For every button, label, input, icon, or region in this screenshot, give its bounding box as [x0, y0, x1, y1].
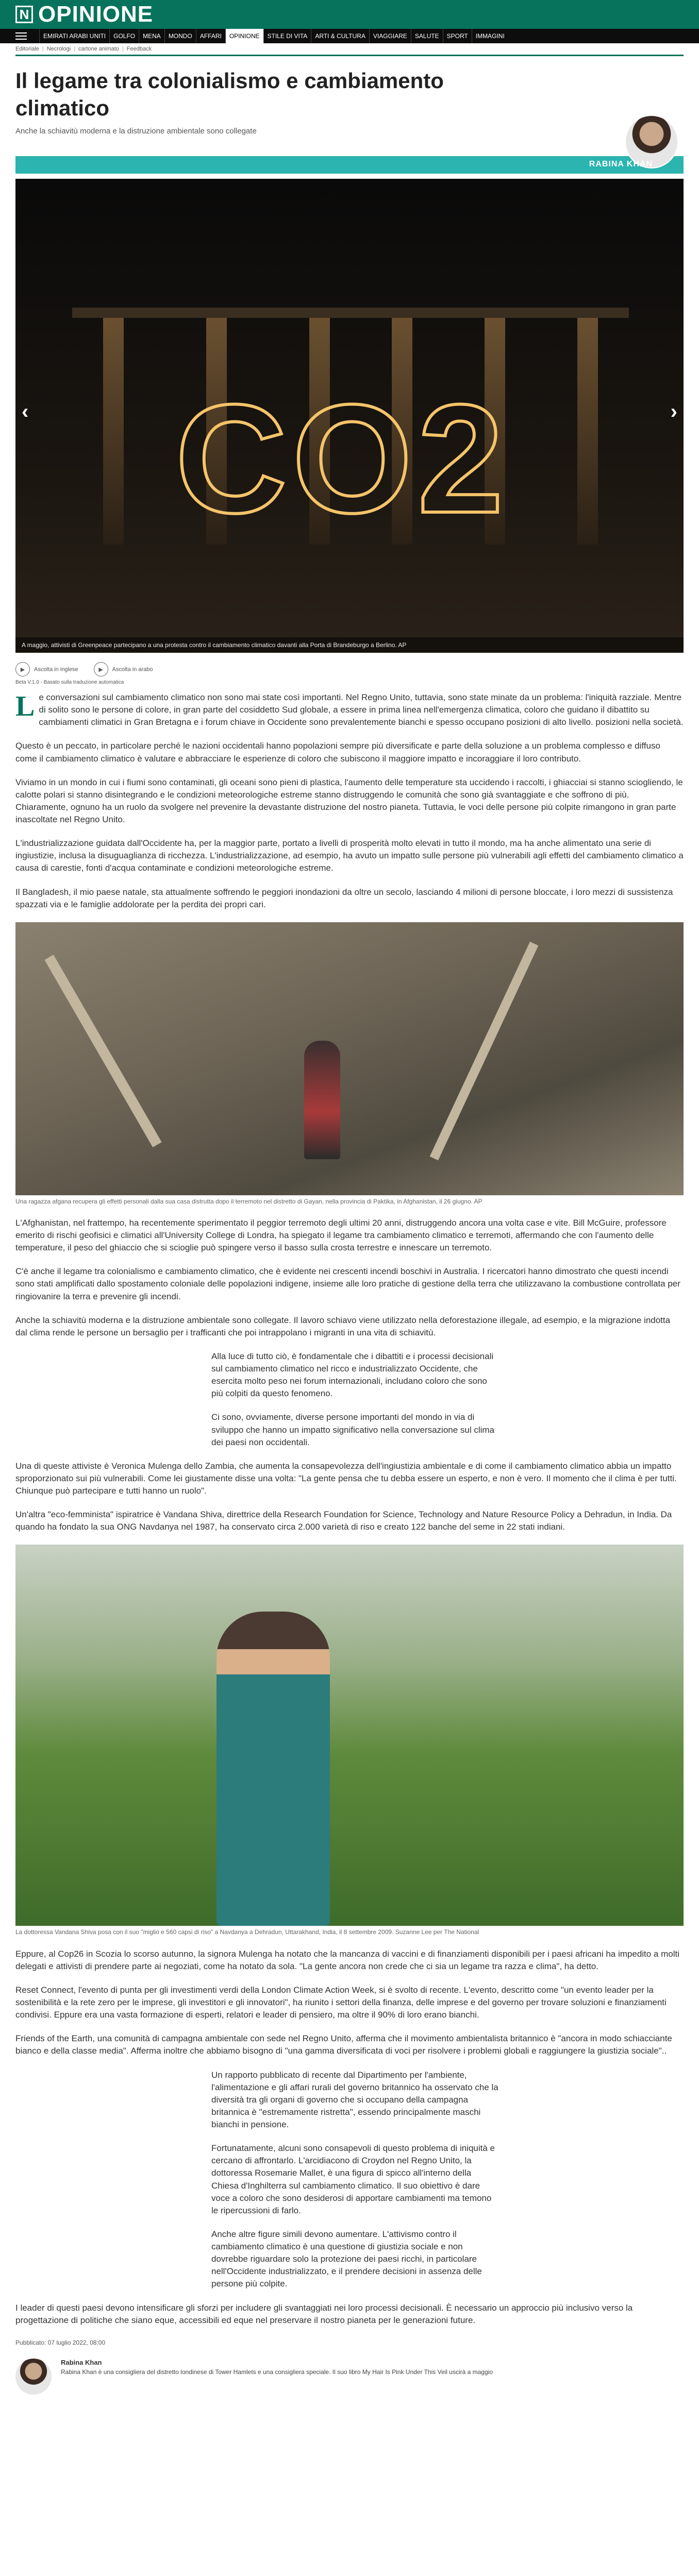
pull-paragraph: Un rapporto pubblicato di recente dal Dipartimento per l'ambiente, l'alimentazione e gli affari rurali del governo britannico ha osservato che la diversità tra gli organi di governo che si occupano della campagna britannica è "estremamente ristretta", essendo principalmente maschi bianchi in pensione.	[211, 2070, 498, 2129]
paragraph: Reset Connect, l'evento di punta per gli investimenti verdi della London Climate Action Week, si è svolto di recente. L'evento, descritto come "un evento leader per la sostenibilità e la rete zero per le imprese, gli investitori e gli innovatori", ha riunito i settori della finanza, delle imprese e del governo per trovare soluzioni e finanziamenti condivisi. Eppure era una vasta formazione di esperti, relatori e leader di pensiero, ma oltre il 90% di loro erano bianchi.	[15, 1985, 667, 2020]
drop-cap: L	[15, 690, 35, 722]
listen-english-button[interactable]: ▶ Ascolta in inglese	[15, 662, 78, 676]
paragraph: C'è anche il legame tra colonialismo e cambiamento climatico, che è evidente nei crescenti incendi boschivi in Australia. I ricercatori hanno dimostrato che questi incendi sono stati amplificati dallo spostamento coloniale delle popolazioni indigene, insieme alle loro pratiche di gestione della terra che utilizzavano la combustione controllata per ringiovanire la terra e prevenire gli incendi.	[15, 1266, 680, 1301]
co2-lights: CO2	[175, 372, 509, 545]
sub-nav	[0, 43, 699, 55]
play-icon: ▶	[15, 662, 30, 676]
section-title[interactable]: OPINIONE	[38, 2, 154, 27]
earthquake-photo	[15, 922, 684, 1195]
site-logo[interactable]: N	[15, 6, 33, 23]
main-nav	[0, 29, 699, 43]
pull-paragraph: Anche altre figure simili devono aumentare. L'attivismo contro il cambiamento climatico è una questione di giustizia sociale e non dovrebbe riguardare solo la protezione dei paesi ricchi, in particolare nell'Occidente industrializzato, e il prendere decisioni in assenza delle persone più colpite.	[211, 2229, 482, 2289]
pull-paragraph: Alla luce di tutto ciò, è fondamentale che i dibattiti e i processi decisionali sul cambiamento climatico nel ricco e industrializzato Occidente, che esercita molto peso nei forum internazionali, includano coloro che sono più colpiti da questo fenomeno.	[211, 1351, 494, 1399]
nav-item-affari[interactable]: AFFARI	[196, 29, 225, 43]
nav-item-golfo[interactable]: GOLFO	[109, 29, 139, 43]
author-bar	[15, 156, 684, 174]
girl-figure	[304, 1041, 340, 1159]
paragraph: Questo è un peccato, in particolare perché le nazioni occidentali hanno popolazioni sempre più diversificate e parte della soluzione a un problema complesso e diffuso come il cambiamento climatico è valutare e abbracciare le esperienze di coloro che subiscono il maggiore impatto e incoraggiare il loro contributo.	[15, 741, 660, 764]
chevron-left-icon[interactable]: ‹	[22, 400, 29, 423]
nav-item-arti[interactable]: ARTI & CULTURA	[311, 29, 369, 43]
bio-author-name[interactable]: Rabina Khan	[61, 2358, 102, 2366]
audio-player	[15, 662, 684, 676]
pull-paragraph: Fortunatamente, alcuni sono consapevoli di questo problema di iniquità e cercano di affrontarlo. L'arcidiacono di Croydon nel Regno Unito, la dottoressa Rosemarie Mallet, è una figura di spicco all'interno della Chiesa d'Inghilterra sul cambiamento climatico. Il suo obiettivo è dare voce a coloro che sono desiderosi di apportare cambiamenti ma temono le ripercussioni di farlo.	[211, 2143, 495, 2215]
divider: |	[122, 46, 124, 52]
pull-paragraph: Ci sono, ovviamente, diverse persone importanti del mondo in via di sviluppo che hanno un impatto significativo nella conversazione sul clima dei paesi non occidentali.	[211, 1412, 495, 1447]
paragraph: L'Afghanistan, nel frattempo, ha recentemente sperimentato il peggior terremoto degli ultimi 20 anni, distruggendo ancora una volta case e vite. Bill McGuire, professore emerito di rischi geofisici e climatici all'University College di Londra, ha spiegato il legame tra cambiamento climatico e terremoti, affermando che con l'aumento delle temperature, il peso del ghiaccio che si scioglie può spingere verso il basso sulla crosta terrestre e innescare un terremoto.	[15, 1217, 667, 1253]
divider: |	[74, 46, 76, 52]
paragraph: Eppure, al Cop26 in Scozia lo scorso autunno, la signora Mulenga ha notato che la mancanza di vaccini e di finanziamenti disponibili per i paesi africani ha impedito a molti delegati e attivisti di prendere parte ai negoziati, come ha notato da sola. "La gente ancora non crede che ci sia un legame tra razza e clima", ha detto.	[15, 1948, 680, 1971]
menu-icon[interactable]	[15, 29, 39, 43]
paragraph: L'industrializzazione guidata dall'Occidente ha, per la maggior parte, portato a livelli di prosperità molto elevati in tutto il mondo, ma ha anche alimentato una serie di ingiustizie, inclusa la disuguaglianza di ricchezza. L'industrializzazione, ad esempio, ha avuto un impatto sulle persone più vulnerabili agli effetti del cambiamento climatico a causa di carestie, fonti d'acqua contaminate e condizioni meteorologiche estreme.	[15, 838, 684, 873]
masthead	[0, 0, 699, 29]
paragraph: Anche la schiavitù moderna e la distruzione ambientale sono collegate. Il lavoro schiavo viene utilizzato nella deforestazione illegale, ad esempio, e la migrazione indotta dal clima rende le persone un bersaglio per i trafficanti che poi intrappolano i migranti in una vita di schiavitù.	[15, 1315, 671, 1337]
subnav-necrologi[interactable]: Necrologi	[46, 46, 71, 52]
author-avatar	[15, 2359, 52, 2395]
divider	[15, 55, 684, 56]
subnav-cartone[interactable]: cartone animato	[78, 46, 119, 52]
nav-item-viaggiare[interactable]: VIAGGIARE	[369, 29, 411, 43]
article-subtitle: Anche la schiavitù moderna e la distruzione ambientale sono collegate	[15, 127, 257, 135]
published-date: Pubblicato: 07 luglio 2022, 08:00	[15, 2338, 106, 2346]
listen-arabic-button[interactable]: ▶ Ascolta in arabo	[94, 662, 153, 676]
article	[0, 67, 699, 2395]
subnav-feedback[interactable]: Feedback	[126, 46, 152, 52]
image-caption: Una ragazza afgana recupera gli effetti personali dalla sua casa distrutta dopo il terremoto nel distretto di Gayan, nella provincia di Paktika, in Afghanistan, il 26 giugno. AP	[15, 1197, 482, 1205]
divider: |	[42, 46, 44, 52]
paragraph: Viviamo in un mondo in cui i fiumi sono contaminati, gli oceani sono pieni di plastica, l'aumento delle temperature sta uccidendo i raccolti, i ghiacciai si stanno sciogliendo, le calotte polari si stanno disintegrando e le condizioni meteorologiche estreme stanno distruggendo le comunità che sono già svantaggiate e che soffrono di più. Chiaramente, ognuno ha un ruolo da svolgere nel prevenire la devastante distruzione del nostro pianeta. Tuttavia, le voci delle persone più colpite rimangono in gran parte inascoltate nel Regno Unito.	[15, 777, 683, 824]
nav-item-mena[interactable]: MENA	[139, 29, 164, 43]
paragraph: Una di queste attiviste è Veronica Mulenga dello Zambia, che aumenta la consapevolezza dell'ingiustizia ambientale e di come il cambiamento climatico abbia un impatto sproporzionato sui più vulnerabili. Come lei giustamente disse una volta: "La gente pensa che tu debba essere un esperto, e non è vero. Il momento che il clima è per tutti. Chiunque può partecipare e tutti hanno un ruolo".	[15, 1461, 677, 1496]
author-name[interactable]: RABINA KHAN	[589, 160, 653, 168]
paragraph: I leader di questi paesi devono intensificare gli sforzi per includere gli svantaggiati nei loro processi decisionali. È necessario un approccio più inclusivo verso la progettazione di politiche che siano eque, accessibili ed eque nel preservare il nostro pianeta per le generazioni future.	[15, 2302, 633, 2325]
nav-item-stile[interactable]: STILE DI VITA	[263, 29, 311, 43]
nav-item-opinione[interactable]: OPINIONE	[225, 29, 263, 43]
nav-item-salute[interactable]: SALUTE	[411, 29, 443, 43]
paragraph: Friends of the Earth, una comunità di campagna ambientale con sede nel Regno Unito, afferma che il movimento ambientalista britannico è "ancora in modo schiacciante bianco e della classe media". Afferma inoltre che abbiamo bisogno di "una gamma diversificata di voci per risolvere i problemi globali e raggiungere la giustizia sociale"..	[15, 2033, 672, 2056]
paragraph: Le conversazioni sul cambiamento climatico non sono mai state così importanti. Nel Regno Unito, tuttavia, sono state minate da un problema: l'iniquità razziale. Mentre di solito sono le persone di colore, in gran parte del cosiddetto Sud globale, a essere in prima linea nell'emergenza climatica, coloro che guidano il dibattito su cambiamenti climatici in Gran Bretagna e i forum chiave in Occidente sono prevalentemente bianchi e spesso occupano posizioni di alto livello. posizioni nella società.	[15, 690, 684, 727]
bio-text: Rabina Khan è una consigliera del distretto londinese di Tower Hamlets e una consigliera speciale. Il suo libro My Hair Is Pink Under This Veil uscirà a maggio	[61, 2368, 493, 2376]
chevron-right-icon[interactable]: ›	[670, 400, 677, 423]
image-caption: La dottoressa Vandana Shiva posa con il suo "miglio e 560 capsi di riso" a Navdanya a Dehradun, Uttarakhand, India, il 8 settembre 2009. Suzanne Lee per The National	[15, 1928, 479, 1936]
nav-item-emirati[interactable]: EMIRATI ARABI UNITI	[39, 29, 109, 43]
person-figure	[217, 1612, 330, 1926]
paragraph: Un'altra "eco-femminista" ispiratrice è Vandana Shiva, direttrice della Research Foundation for Science, Technology and Nature Resource Policy a Dehradun, in India. Da quando ha fondato la sua ONG Navdanya nel 1987, ha conservato circa 2.000 varietà di riso e creato 122 banche del seme in 22 stati indiani.	[15, 1510, 672, 1532]
nav-item-immagini[interactable]: IMMAGINI	[472, 29, 508, 43]
article-title: Il legame tra colonialismo e cambiamento climatico	[15, 69, 444, 120]
paragraph: Il Bangladesh, il mio paese natale, sta attualmente soffrendo le peggiori inondazioni da oltre un secolo, lasciando 4 milioni di persone bloccate, i loro mezzi di sussistenza spazzati via e le famiglie addolorate per la perdita dei propri cari.	[15, 887, 673, 909]
nav-item-sport[interactable]: SPORT	[443, 29, 472, 43]
subnav-editoriale[interactable]: Editoriale	[15, 46, 39, 52]
audio-note: Beta V.1.0 - Basato sulla traduzione automatica	[15, 680, 124, 685]
nav-item-mondo[interactable]: MONDO	[164, 29, 196, 43]
image-caption: A maggio, attivisti di Greenpeace partecipano a una protesta contro il cambiamento climatico davanti alla Porta di Brandeburgo a Berlino. AP	[15, 637, 684, 653]
vandana-shiva-photo	[15, 1545, 684, 1926]
hero-image	[15, 179, 684, 653]
author-bio	[15, 2359, 684, 2395]
play-icon: ▶	[94, 662, 108, 676]
